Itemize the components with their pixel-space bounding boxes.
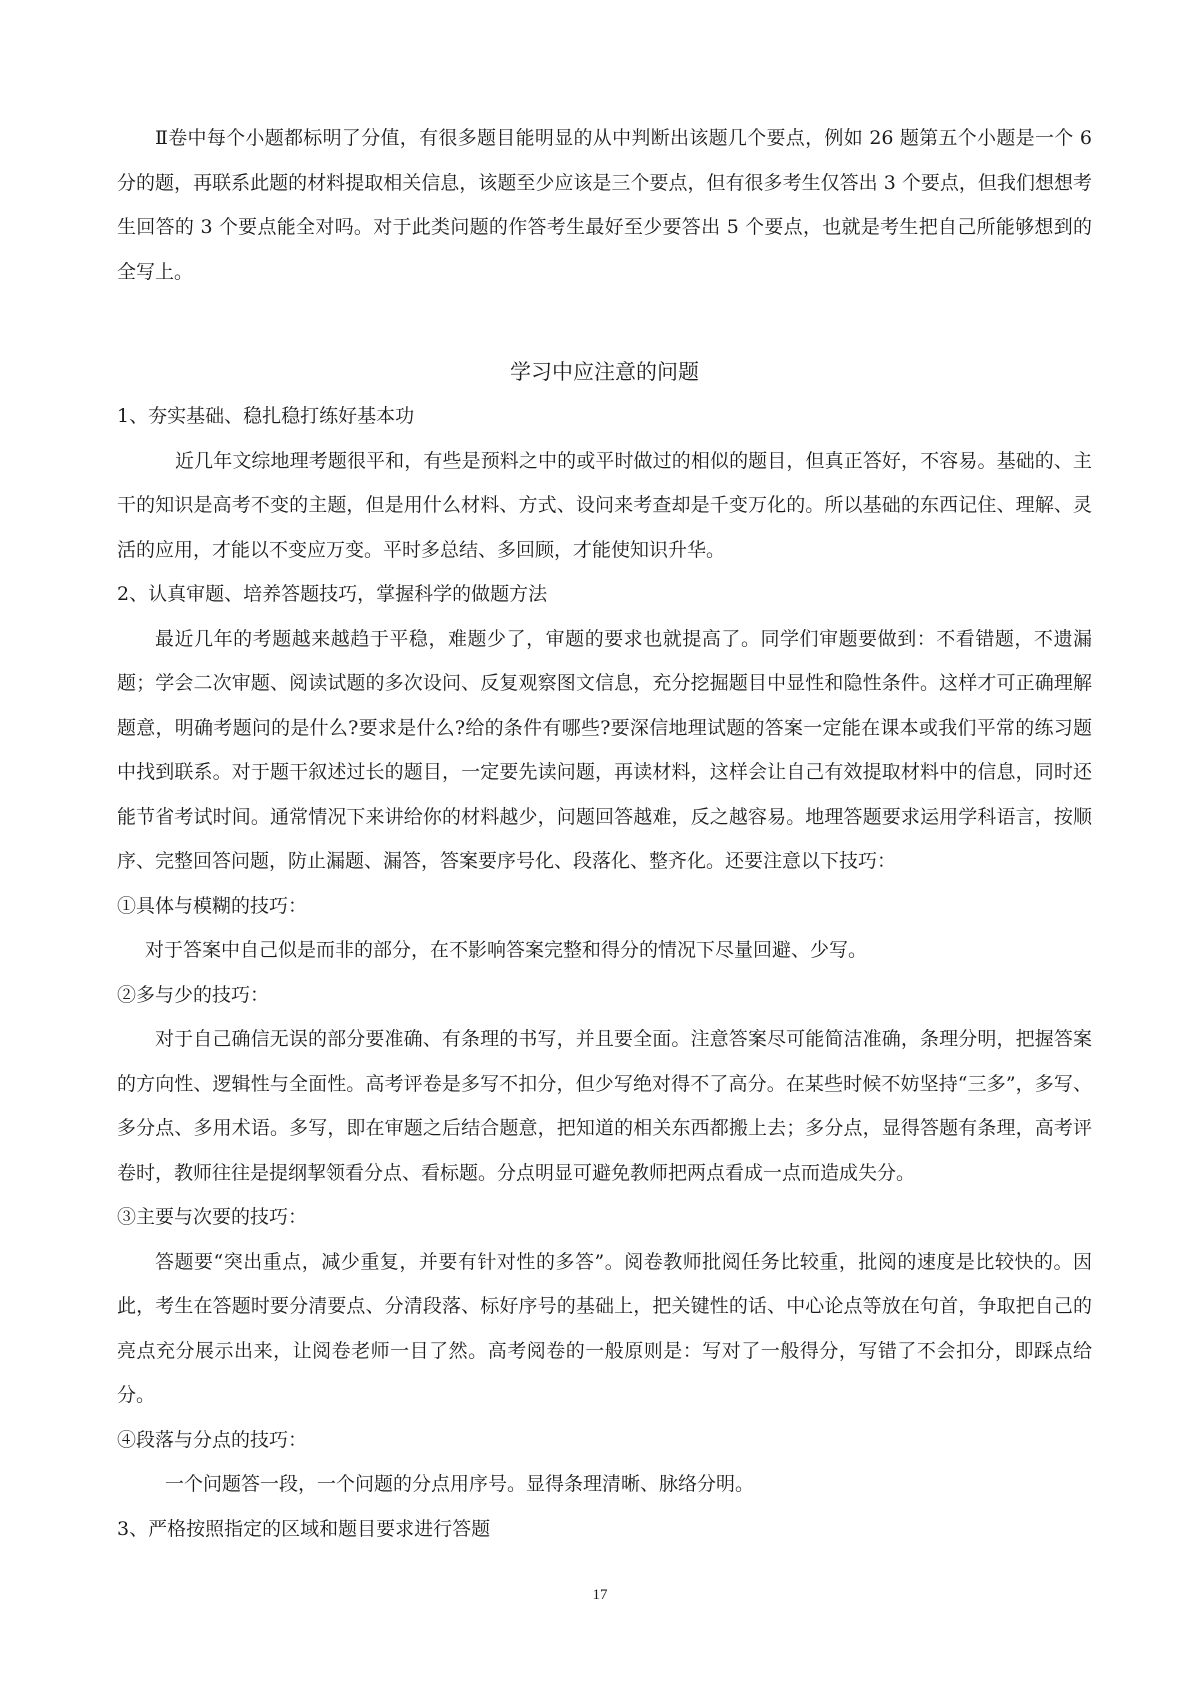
tip4-heading: ④段落与分点的技巧： <box>117 1428 308 1451</box>
page-content <box>117 116 1092 1551</box>
tip3-body: 答题要“突出重点，减少重复，并要有针对性的多答”。阅卷教师批阅任务比较重，批阅的速度是比较快的。因此，考生在答题时要分清要点、分清段落、标好序号的基础上，把关键性的话、中心论点等放在句首，争取把自己的亮点充分展示出来，让阅卷老师一目了然。高考阅卷的一般原则是：写对了一般得分，写错了不会扣分，即踩点给分。 <box>117 1250 1092 1406</box>
point1-heading: 1、夯实基础、稳扎稳打练好基本功 <box>117 405 415 427</box>
point1-body: 近几年文综地理考题很平和，有些是预料之中的或平时做过的相似的题目，但真正答好，不容易。基础的、主干的知识是高考不变的主题，但是用什么材料、方式、设问来考查却是千变万化的。所以基础的东西记住、理解、灵活的应用，才能以不变应万变。平时多总结、多回顾，才能使知识升华。 <box>117 449 1092 561</box>
tip2-heading: ②多与少的技巧： <box>117 983 270 1006</box>
tip1-body: 对于答案中自己似是而非的部分，在不影响答案完整和得分的情况下尽量回避、少写。 <box>145 939 868 961</box>
page-number: 17 <box>592 1587 608 1603</box>
point3-heading: 3、严格按照指定的区域和题目要求进行答题 <box>117 1517 491 1540</box>
tip3-heading: ③主要与次要的技巧： <box>117 1206 308 1228</box>
point2-heading: 2、认真审题、培养答题技巧，掌握科学的做题方法 <box>117 583 548 605</box>
tip4-body: 一个问题答一段，一个问题的分点用序号。显得条理清晰、脉络分明。 <box>165 1473 755 1495</box>
tip1-heading: ①具体与模糊的技巧： <box>117 894 308 917</box>
section-title: 学习中应注意的问题 <box>510 360 699 384</box>
intro-paragraph: Ⅱ卷中每个小题都标明了分值，有很多题目能明显的从中判断出该题几个要点，例如 26 题第五个小题是一个 6 分的题，再联系此题的材料提取相关信息，该题至少应该是三个要点，但有很多考生仅答出 3 个要点，但我们想想考生回答的 3 个要点能全对吗。对于此类问题的作答考生最好至少要答出 5 个要点，也就是考生把自己所能够想到的全写上。 <box>117 127 1092 283</box>
section-gap <box>117 294 1092 350</box>
tip2-body: 对于自己确信无误的部分要准确、有条理的书写，并且要全面。注意答案尽可能简洁准确，条理分明，把握答案的方向性、逻辑性与全面性。高考评卷是多写不扣分，但少写绝对得不了高分。在某些时候不妨坚持“三多”，多写、多分点、多用术语。多写，即在审题之后结合题意，把知道的相关东西都搬上去；多分点，显得答题有条理，高考评卷时，教师往往是提纲挈领看分点、看标题。分点明显可避免教师把两点看成一点而造成失分。 <box>117 1028 1092 1184</box>
point2-body: 最近几年的考题越来越趋于平稳，难题少了，审题的要求也就提高了。同学们审题要做到：不看错题，不遗漏题；学会二次审题、阅读试题的多次设问、反复观察图文信息，充分挖掘题目中显性和隐性条件。这样才可正确理解题意，明确考题问的是什么?要求是什么?给的条件有哪些?要深信地理试题的答案一定能在课本或我们平常的练习题中找到联系。对于题干叙述过长的题目，一定要先读问题，再读材料，这样会让自己有效提取材料中的信息，同时还能节省考试时间。通常情况下来讲给你的材料越少，问题回答越难，反之越容易。地理答题要求运用学科语言，按顺序、完整回答问题，防止漏题、漏答，答案要序号化、段落化、整齐化。还要注意以下技巧： <box>117 627 1092 872</box>
